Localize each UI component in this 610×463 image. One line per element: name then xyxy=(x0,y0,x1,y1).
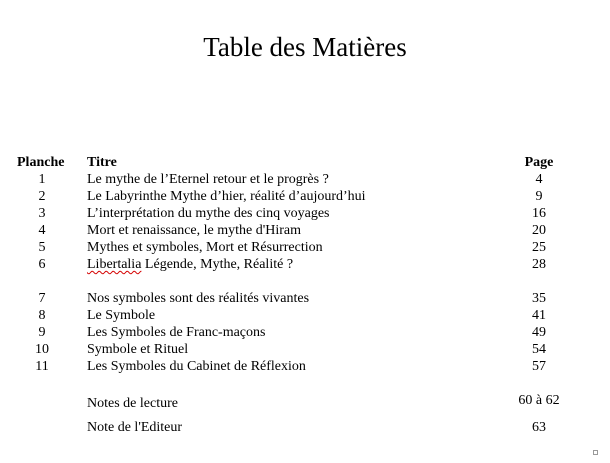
entry-number: 3 xyxy=(38,206,46,221)
entry-title: Nos symboles sont des réalités vivantes xyxy=(87,291,310,306)
toc-entry-7 xyxy=(0,290,610,307)
page-title: Table des Matières xyxy=(203,32,407,62)
entry-number: 1 xyxy=(38,172,46,187)
entry-page: 16 xyxy=(532,206,546,221)
entry-title: Le mythe de l’Eternel retour et le progrès ? xyxy=(87,172,329,187)
entry-title: Les Symboles du Cabinet de Réflexion xyxy=(87,359,306,374)
page-corner-marker xyxy=(593,450,598,455)
entry-number: 9 xyxy=(38,325,46,340)
header-page: Page xyxy=(524,155,554,170)
toc-entry-3 xyxy=(0,205,610,222)
note-page: 63 xyxy=(532,420,546,435)
entry-number: 11 xyxy=(35,359,49,374)
toc-entry-4 xyxy=(0,222,610,239)
note-title: Notes de lecture xyxy=(87,396,178,411)
toc-entry-11 xyxy=(0,358,610,375)
entry-page: 9 xyxy=(535,189,543,204)
entry-number: 10 xyxy=(35,342,49,357)
entry-title: Mythes et symboles, Mort et Résurrection xyxy=(87,240,323,255)
entry-page: 28 xyxy=(532,257,546,272)
entry-page: 41 xyxy=(532,308,546,323)
entry-page: 54 xyxy=(532,342,546,357)
entry-page: 25 xyxy=(532,240,546,255)
toc-note-editor xyxy=(0,419,610,436)
entry-number: 6 xyxy=(38,257,46,272)
header-planche: Planche xyxy=(17,155,65,170)
toc-entry-10 xyxy=(0,341,610,358)
entry-title: Mort et renaissance, le mythe d'Hiram xyxy=(87,223,302,238)
note-title: Note de l'Editeur xyxy=(87,420,183,435)
entry-number: 2 xyxy=(38,189,46,204)
entry-page: 35 xyxy=(532,291,546,306)
toc-entry-2 xyxy=(0,188,610,205)
entry-number: 8 xyxy=(38,308,46,323)
spellcheck-word: Libertalia xyxy=(87,257,142,272)
entry-number: 4 xyxy=(38,223,46,238)
entry-page: 49 xyxy=(532,325,546,340)
toc-entry-9 xyxy=(0,324,610,341)
entry-title-rest: Légende, Mythe, Réalité ? xyxy=(141,257,294,272)
toc-note-reading xyxy=(0,395,610,412)
entry-title xyxy=(87,256,293,273)
header-titre: Titre xyxy=(87,155,117,170)
entry-page: 20 xyxy=(532,223,546,238)
toc-header-row xyxy=(0,154,610,171)
toc-entry-6 xyxy=(0,256,610,273)
toc-entry-5 xyxy=(0,239,610,256)
note-page: 60 à 62 xyxy=(518,393,560,408)
entry-number: 5 xyxy=(38,240,46,255)
entry-title: Le Symbole xyxy=(87,308,156,323)
toc-entry-1 xyxy=(0,171,610,188)
entry-title: Symbole et Rituel xyxy=(87,342,189,357)
entry-page: 57 xyxy=(532,359,546,374)
toc-entry-8 xyxy=(0,307,610,324)
entry-number: 7 xyxy=(38,291,46,306)
entry-title: L’interprétation du mythe des cinq voyages xyxy=(87,206,330,221)
entry-title: Le Labyrinthe Mythe d’hier, réalité d’aujourd’hui xyxy=(87,189,366,204)
entry-page: 4 xyxy=(535,172,543,187)
entry-title: Les Symboles de Franc-maçons xyxy=(87,325,266,340)
